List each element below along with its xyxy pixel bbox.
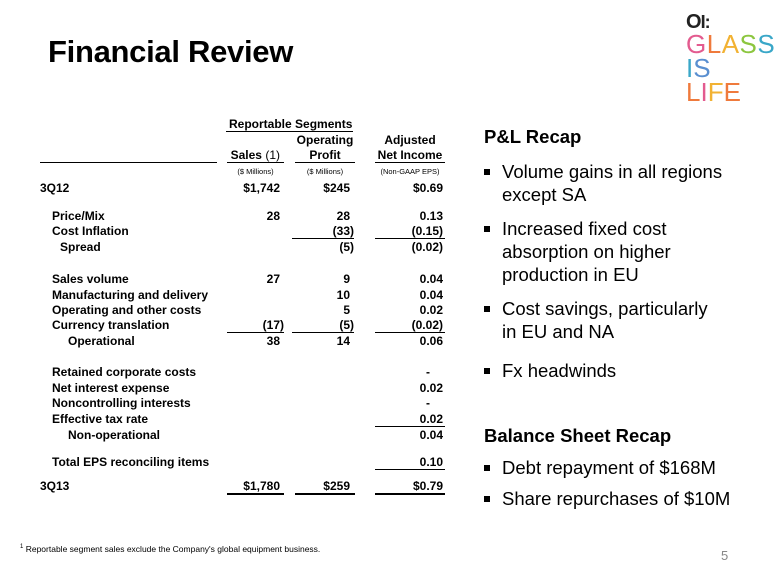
row-label: Spread: [60, 240, 101, 254]
col-header-op-2: Profit: [309, 148, 341, 162]
logo-word-life: LIFE: [686, 77, 741, 107]
row-label: 3Q12: [40, 181, 70, 195]
row-ni: 0.02: [419, 381, 443, 395]
col-header-ni-2: Net Income: [377, 148, 443, 162]
pl-recap-heading: P&L Recap: [484, 126, 582, 147]
bs-bullet-2: Share repurchases of $10M: [484, 487, 754, 510]
row-label: Net interest expense: [52, 381, 170, 395]
page-title: Financial Review: [48, 34, 294, 69]
pl-bullet-3: Cost savings, particularly in EU and NA: [484, 297, 754, 343]
row-label: Noncontrolling interests: [52, 396, 191, 410]
row-label: Effective tax rate: [52, 412, 149, 426]
row-label: Operational: [68, 334, 135, 348]
row-sales: 28: [266, 209, 280, 223]
row-ni: 0.10: [419, 455, 443, 469]
unit-sales: ($ Millions): [237, 167, 274, 176]
row-op: 14: [336, 334, 350, 348]
row-ni: (0.02): [411, 240, 443, 254]
row-ni: 0.04: [419, 272, 443, 286]
row-op: (5): [339, 318, 354, 332]
row-ni: 0.02: [419, 412, 443, 426]
row-sales: (17): [262, 318, 284, 332]
row-label: Total EPS reconciling items: [52, 455, 210, 469]
row-ni: $0.79: [412, 479, 443, 493]
row-sales: 38: [266, 334, 280, 348]
row-ni: $0.69: [412, 181, 443, 195]
bs-bullet-1: Debt repayment of $168M: [484, 456, 754, 479]
row-op: (33): [332, 224, 354, 238]
row-label: Non-operational: [68, 428, 160, 442]
row-ni: 0.04: [419, 428, 443, 442]
row-ni: -: [426, 396, 430, 410]
row-label: Operating and other costs: [52, 303, 202, 317]
row-ni: 0.02: [419, 303, 443, 317]
bs-recap-heading: Balance Sheet Recap: [484, 425, 672, 446]
page-number: 5: [721, 548, 729, 563]
row-op: 9: [343, 272, 350, 286]
col-header-sales: Sales (1): [230, 148, 280, 162]
pl-bullet-4: Fx headwinds: [484, 359, 754, 382]
row-op: $245: [323, 181, 350, 195]
unit-ni: (Non-GAAP EPS): [380, 167, 440, 176]
row-ni: 0.04: [419, 288, 443, 302]
row-label: 3Q13: [40, 479, 70, 493]
row-label: Price/Mix: [52, 209, 105, 223]
row-ni: (0.02): [411, 318, 443, 332]
logo-word-glass: GLASS: [686, 29, 776, 59]
company-logo: [686, 11, 776, 107]
row-sales: $1,780: [243, 479, 280, 493]
row-ni: -: [426, 365, 430, 379]
row-label: Manufacturing and delivery: [52, 288, 209, 302]
row-label: Retained corporate costs: [52, 365, 197, 379]
logo-word-is: IS: [686, 53, 711, 83]
col-header-op-1: Operating: [296, 133, 354, 147]
row-op: 10: [336, 288, 350, 302]
row-op: (5): [339, 240, 354, 254]
col-header-ni-1: Adjusted: [384, 133, 436, 147]
row-label: Currency translation: [52, 318, 170, 332]
row-ni: 0.06: [419, 334, 443, 348]
footnote: $^1$ Reportable segment sales exclude the Company's global equipment business.: [20, 544, 321, 554]
row-label: Cost Inflation: [52, 224, 129, 238]
pl-bullet-2: Increased fixed cost absorption on higher production in EU: [484, 217, 754, 286]
row-sales: 27: [266, 272, 280, 286]
row-sales: $1,742: [243, 181, 280, 195]
row-ni: 0.13: [419, 209, 443, 223]
row-op: 28: [336, 209, 350, 223]
row-ni: (0.15): [411, 224, 443, 238]
pl-bullet-1: Volume gains in all regions except SA: [484, 160, 754, 206]
row-op: 5: [343, 303, 350, 317]
row-op: $259: [323, 479, 350, 493]
group-header: Reportable Segments: [229, 117, 353, 131]
logo-mark: OI:: [686, 11, 710, 33]
row-label: Sales volume: [52, 272, 129, 286]
unit-op: ($ Millions): [306, 167, 344, 176]
